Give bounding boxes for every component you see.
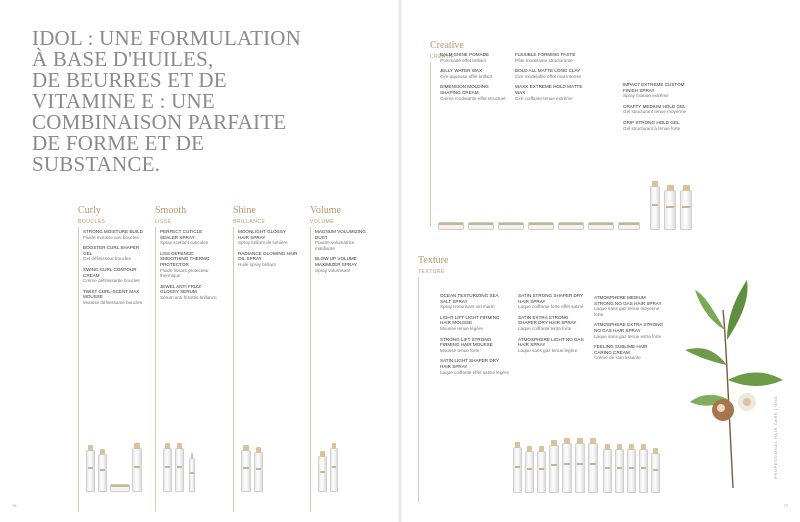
jar-image xyxy=(588,222,614,230)
product-item xyxy=(623,82,693,99)
headline xyxy=(32,28,332,175)
product-item xyxy=(315,229,375,251)
product-item xyxy=(594,344,664,361)
product-desc: Laque sans gaz tenue moyenne forte xyxy=(594,306,660,317)
product-item xyxy=(518,315,588,332)
product-name: LISS DEFENCE SMOOTHING THERMO PROTECTOR xyxy=(160,250,210,267)
bottle-image xyxy=(615,449,624,493)
bottle-image xyxy=(98,454,107,492)
product-item xyxy=(83,245,143,262)
product-desc: Laque sans gaz tenue légère xyxy=(518,347,578,353)
product-item xyxy=(594,322,664,339)
product-name: BOOSTER CURL SHAPER GEL xyxy=(83,245,140,256)
bottle-image xyxy=(132,448,142,492)
product-name: PERFECT CUTICLE SEALER SPRAY xyxy=(160,229,203,240)
bottle-image xyxy=(513,447,522,493)
product-item xyxy=(238,229,298,246)
product-item xyxy=(440,52,510,63)
product-name: SWING CURL CONTOUR CREAM xyxy=(83,266,137,278)
bottle-image xyxy=(664,190,676,230)
bottle-image xyxy=(254,452,263,492)
product-photo xyxy=(161,437,211,492)
category-title: Smooth xyxy=(155,205,187,216)
side-label: PROFESSIONAL HAIR CARE | IDOL xyxy=(773,395,778,479)
category-title: Creative xyxy=(430,40,464,51)
product-item xyxy=(160,284,220,301)
category-subtitle: VOLUME xyxy=(310,219,335,225)
bottle-image xyxy=(639,449,648,493)
category-texture xyxy=(418,255,668,507)
product-name: BOLD ALL MATTE LONG CLAY xyxy=(515,68,581,74)
bottle-image xyxy=(189,458,195,492)
product-photo xyxy=(438,208,700,230)
bottle-image xyxy=(650,186,660,230)
product-name: OCEAN TEXTURIZING SEA SALT SPRAY xyxy=(440,293,499,304)
product-list xyxy=(83,229,143,311)
product-desc: Mousse définissante boucles xyxy=(83,299,142,305)
page-number: 76 xyxy=(12,503,17,508)
product-desc: Laque coiffante effet satiné légère xyxy=(440,369,510,375)
product-desc: Crème définissante boucles xyxy=(83,278,140,284)
product-column xyxy=(440,293,510,380)
product-item xyxy=(83,289,143,306)
category-rule xyxy=(155,227,156,512)
product-name: CRAFTY MEDIUM HOLD GEL xyxy=(623,103,686,109)
product-desc: Poudre volumatrice matifiante xyxy=(315,240,355,251)
product-name: MAGNUM VOLUMIZING DUST xyxy=(315,229,366,240)
category-title: Shine xyxy=(233,205,256,216)
product-name: LIGHT LIFT LIGHT FIRMING HAIR MOUSSE xyxy=(440,314,500,326)
category-title: Volume xyxy=(310,205,341,216)
product-photo xyxy=(316,437,356,492)
bottle-image xyxy=(575,443,585,493)
product-name: JELLY WATER WAX xyxy=(440,68,483,74)
product-name: RADIANCE GLOWING HAIR OIL SPRAY xyxy=(238,250,298,262)
category-smooth xyxy=(155,205,227,515)
category-rule xyxy=(418,277,419,502)
product-photo xyxy=(84,437,144,492)
product-desc: Sérum anti-frisottis brillance xyxy=(160,294,217,300)
product-name: MOONLIGHT GLOSSY HAIR SPRAY xyxy=(238,229,286,240)
bottle-image xyxy=(627,449,636,493)
bottle-image xyxy=(86,450,95,492)
product-list xyxy=(238,229,298,273)
product-name: BLOW UP VOLUME MAXIMIZER SPRAY xyxy=(315,256,358,267)
product-desc: Spray fixation extrême xyxy=(623,93,669,99)
product-desc: Laque coiffante forte effet satiné xyxy=(518,304,584,310)
product-name: ATMOSPHERE LIGHT NO GAS HAIR SPRAY xyxy=(518,336,584,348)
product-item xyxy=(623,120,693,131)
product-list xyxy=(315,229,375,278)
headline-line: COMBINAISON PARFAITE xyxy=(32,110,287,134)
category-subtitle: BRILLANCE xyxy=(233,219,266,225)
jar-image xyxy=(618,222,640,230)
product-column xyxy=(518,293,588,358)
product-name: ATMOSPHERE EXTRA STRONG NO GAS HAIR SPRAY xyxy=(594,322,664,333)
product-item xyxy=(440,337,510,354)
headline-line: DE FORME ET DE xyxy=(32,131,205,155)
product-item xyxy=(515,68,585,79)
product-name: FEELING SUBLIME HAIR CARING CREAM xyxy=(594,344,648,355)
product-name: JEWEL ANTI FRIZZ GLOSSY SERUM xyxy=(160,283,201,295)
headline-line: À BASE D'HUILES, xyxy=(32,47,214,71)
page-number: 77 xyxy=(783,503,788,508)
product-desc: Fluide mousse anti boucles xyxy=(83,234,139,240)
product-item xyxy=(440,293,510,310)
product-name: STRONG LIFT STRONG FIRMING HAIR MOUSSE xyxy=(440,336,493,348)
category-subtitle: LISSE xyxy=(155,219,172,225)
product-column xyxy=(594,295,664,366)
product-name: DIMENSION MOLDING SHAPING CREAM xyxy=(440,84,489,95)
jar-image xyxy=(438,222,464,230)
product-item xyxy=(440,68,510,79)
category-shine xyxy=(233,205,305,515)
product-desc: Fluide lissant protecteur thermique xyxy=(160,267,209,279)
category-subtitle: CRÉATIF xyxy=(430,54,455,60)
product-desc: Spray brillant de lumière xyxy=(238,240,288,246)
headline-line: IDOL : UNE FORMULATION xyxy=(32,26,302,50)
product-desc: Cire modelable effet mat intense xyxy=(515,73,582,79)
headline-line: VITAMINE E : UNE xyxy=(32,89,215,113)
product-item xyxy=(623,104,693,115)
product-desc: Crème modelante effet structuré xyxy=(440,95,506,101)
product-desc: Crème de soin lissante xyxy=(594,355,641,361)
product-name: SATIN LIGHT SHAPER DRY HAIR SPRAY xyxy=(440,358,499,369)
product-item xyxy=(315,256,375,273)
product-desc: Huile spray brillant xyxy=(238,261,276,267)
category-rule xyxy=(430,62,431,227)
product-name: GRIP STRONG HOLD GEL xyxy=(623,119,680,125)
product-desc: Cire aqueuse effet brillant xyxy=(440,73,493,79)
jar-image xyxy=(528,222,554,230)
product-column xyxy=(515,52,585,106)
product-item xyxy=(518,337,588,354)
headline-line: SUBSTANCE. xyxy=(32,152,161,176)
product-desc: Spray volumisant xyxy=(315,267,351,273)
bottle-image xyxy=(241,450,251,492)
product-item xyxy=(160,229,220,246)
product-name: STRONG MOISTURE BUILD xyxy=(83,229,143,234)
product-photo xyxy=(513,438,663,493)
category-title: Curly xyxy=(78,205,101,216)
product-desc: Gel structurant à tenue forte xyxy=(623,125,681,131)
category-rule xyxy=(233,227,234,512)
product-name: IMPACT EXTREME CUSTOM FINISH SPRAY xyxy=(623,82,685,93)
product-item xyxy=(83,267,143,284)
product-item xyxy=(83,229,143,240)
bottle-image xyxy=(603,449,612,493)
bottle-image xyxy=(163,448,172,492)
product-desc: Spray scellant cuticules xyxy=(160,240,209,246)
jar-image xyxy=(110,484,130,492)
product-column xyxy=(623,82,693,136)
category-volume xyxy=(310,205,382,515)
bottle-image xyxy=(588,443,598,493)
jar-image xyxy=(468,222,494,230)
product-name: FLEXIBLE FORMING PASTE xyxy=(515,52,576,57)
jar-image xyxy=(498,222,524,230)
category-curly xyxy=(78,205,150,515)
bottle-image xyxy=(549,445,559,493)
category-rule xyxy=(78,227,79,512)
bottle-image xyxy=(525,451,534,493)
jar-image xyxy=(558,222,584,230)
bottle-image xyxy=(562,443,572,493)
product-desc: Laque sans gaz tenue extra forte xyxy=(594,333,662,339)
bottle-image xyxy=(175,448,184,492)
product-list xyxy=(160,229,220,306)
product-item xyxy=(515,52,585,63)
bottle-image xyxy=(330,448,338,492)
product-desc: Mousse tenue forte xyxy=(440,347,480,353)
product-desc: Spray texturisant sel marin xyxy=(440,304,495,310)
bottle-image xyxy=(537,451,546,493)
product-column xyxy=(440,52,510,106)
headline-line: DE BEURRES ET DE xyxy=(32,68,227,92)
product-desc: Mousse tenue légère xyxy=(440,325,483,331)
product-name: BALM SHINE POMADE xyxy=(440,52,490,57)
product-item xyxy=(515,84,585,101)
product-desc: Cire coiffante tenue extrême xyxy=(515,95,573,101)
category-subtitle: TEXTURE xyxy=(418,269,445,275)
category-creative xyxy=(430,40,700,235)
product-name: TWIST CURL-SCENT MAX MOUSSE xyxy=(83,288,140,300)
product-item xyxy=(518,293,588,310)
bottle-image xyxy=(318,456,327,492)
product-desc: Laque coiffante extra forte xyxy=(518,325,572,331)
category-rule xyxy=(310,227,311,512)
product-desc: Gel définisseur boucles xyxy=(83,256,131,262)
product-desc: Gel structurant tenue moyenne xyxy=(623,109,687,115)
product-item xyxy=(238,251,298,268)
page-gutter xyxy=(398,0,402,522)
product-name: SATIN EXTRA STRONG SHAPER DRY HAIR SPRAY xyxy=(518,314,577,326)
product-item xyxy=(440,315,510,332)
category-subtitle: BOUCLES xyxy=(78,219,106,225)
product-photo xyxy=(239,437,279,492)
product-item xyxy=(594,295,664,317)
bottle-image xyxy=(680,190,692,230)
category-title: Texture xyxy=(418,255,449,266)
product-name: SATIN STRONG SHAPER DRY HAIR SPRAY xyxy=(518,293,584,304)
product-item xyxy=(440,358,510,375)
product-desc: Pommade effet brillant xyxy=(440,57,486,63)
product-desc: Pâte modelante structurante xyxy=(515,57,573,63)
product-name: ATMOSPHERE MEDIUM STRONG NO GAS HAIR SPRAY xyxy=(594,295,662,306)
product-item xyxy=(440,84,510,101)
product-name: WAXX EXTREME HOLD MATTE WAX xyxy=(515,84,583,95)
product-item xyxy=(160,251,220,279)
